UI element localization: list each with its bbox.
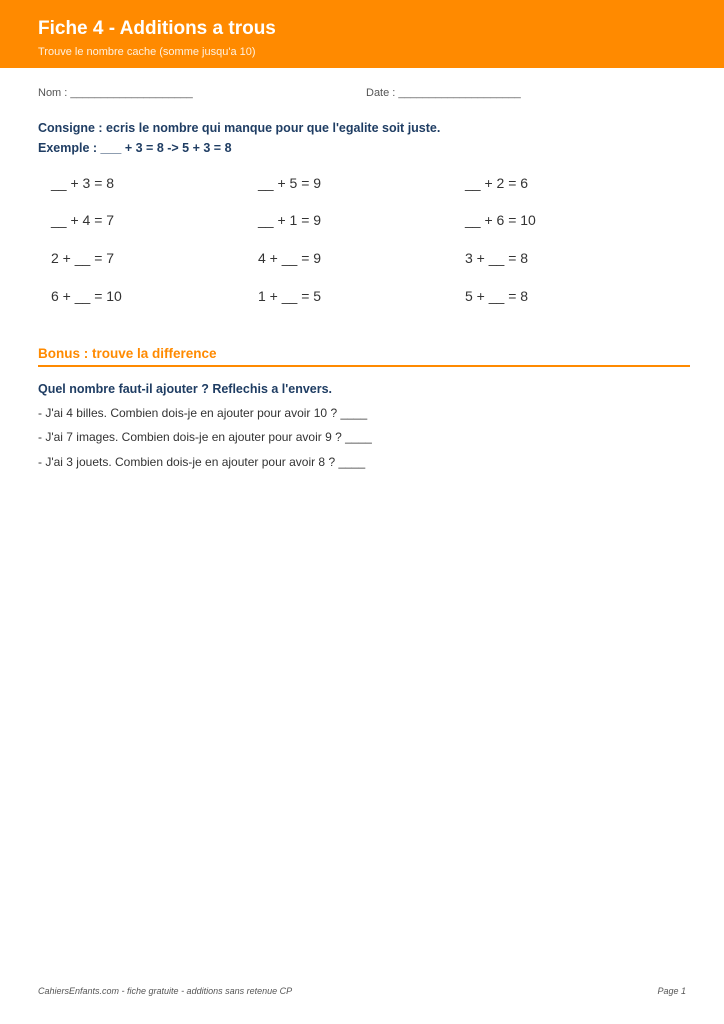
exercise-item: 3 + __ = 8 (465, 250, 529, 266)
page-header (0, 0, 724, 68)
exercise-item: __ + 2 = 6 (465, 175, 529, 191)
footer-credit: CahiersEnfants.com - fiche gratuite - additions sans retenue CP (38, 986, 293, 996)
page-subtitle: Trouve le nombre cache (somme jusqu'a 10) (38, 46, 256, 58)
exercise-item: 6 + __ = 10 (51, 288, 122, 304)
bonus-item: - J'ai 4 billes. Combien dois-je en ajouter pour avoir 10 ? ____ (38, 406, 368, 420)
exercise-item: 1 + __ = 5 (258, 288, 322, 304)
bonus-question: Quel nombre faut-il ajouter ? Reflechis a l'envers. (38, 382, 333, 396)
bonus-heading: Bonus : trouve la difference (38, 346, 217, 361)
exercise-item: 4 + __ = 9 (258, 250, 322, 266)
page-number: Page 1 (657, 986, 686, 996)
exercise-item: __ + 1 = 9 (258, 212, 322, 228)
exercise-item: __ + 5 = 9 (258, 175, 322, 191)
exercise-item: __ + 6 = 10 (465, 212, 536, 228)
example-text: Exemple : ___ + 3 = 8 -> 5 + 3 = 8 (38, 141, 232, 155)
bonus-item: - J'ai 7 images. Combien dois-je en ajouter pour avoir 9 ? ____ (38, 430, 372, 444)
name-field-label: Nom : ____________________ (38, 87, 193, 99)
exercise-item: __ + 4 = 7 (51, 212, 115, 228)
exercise-item: 5 + __ = 8 (465, 288, 529, 304)
date-field-label: Date : ____________________ (366, 87, 521, 99)
exercise-item: 2 + __ = 7 (51, 250, 115, 266)
instruction-text: Consigne : ecris le nombre qui manque pour que l'egalite soit juste. (38, 121, 441, 135)
page-title: Fiche 4 - Additions a trous (38, 18, 276, 39)
exercise-item: __ + 3 = 8 (51, 175, 115, 191)
bonus-divider (38, 365, 690, 367)
bonus-item: - J'ai 3 jouets. Combien dois-je en ajouter pour avoir 8 ? ____ (38, 455, 366, 469)
